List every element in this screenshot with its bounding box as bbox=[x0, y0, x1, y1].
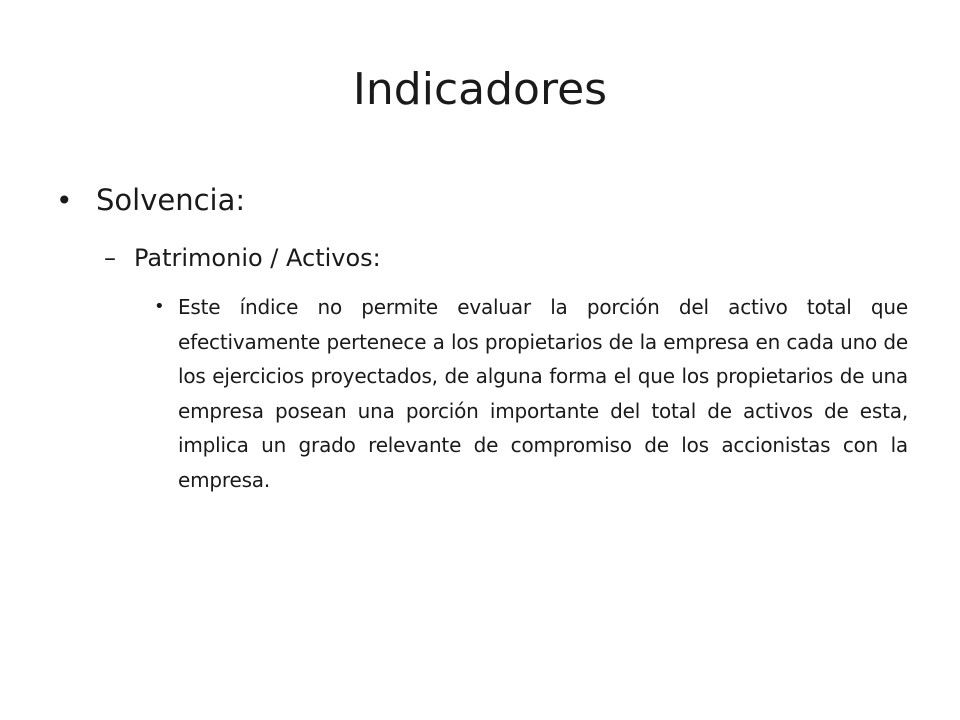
bullet-dash-icon: – bbox=[104, 244, 116, 272]
bullet-small-dot-icon: • bbox=[154, 296, 165, 317]
bullet-level1 bbox=[56, 178, 916, 223]
bullet-level2-text: Patrimonio / Activos: bbox=[134, 244, 381, 272]
bullet-dot-icon: • bbox=[56, 184, 73, 217]
bullet-level2 bbox=[104, 238, 924, 278]
slide-title: Indicadores bbox=[352, 64, 608, 115]
bullet-level1-text: Solvencia: bbox=[96, 183, 246, 217]
bullet-level3-text: Este índice no permite evaluar la porción del activo total que efectivamente pertenece a los propietarios de la empresa en cada uno de los ejercicios proyectados, de alguna forma el que los propietarios de una empresa posean una porción importante del total de activos de esta, implica un grado relevante de compromiso de los accionistas con la empresa. bbox=[178, 295, 908, 492]
bullet-level3 bbox=[154, 290, 908, 497]
